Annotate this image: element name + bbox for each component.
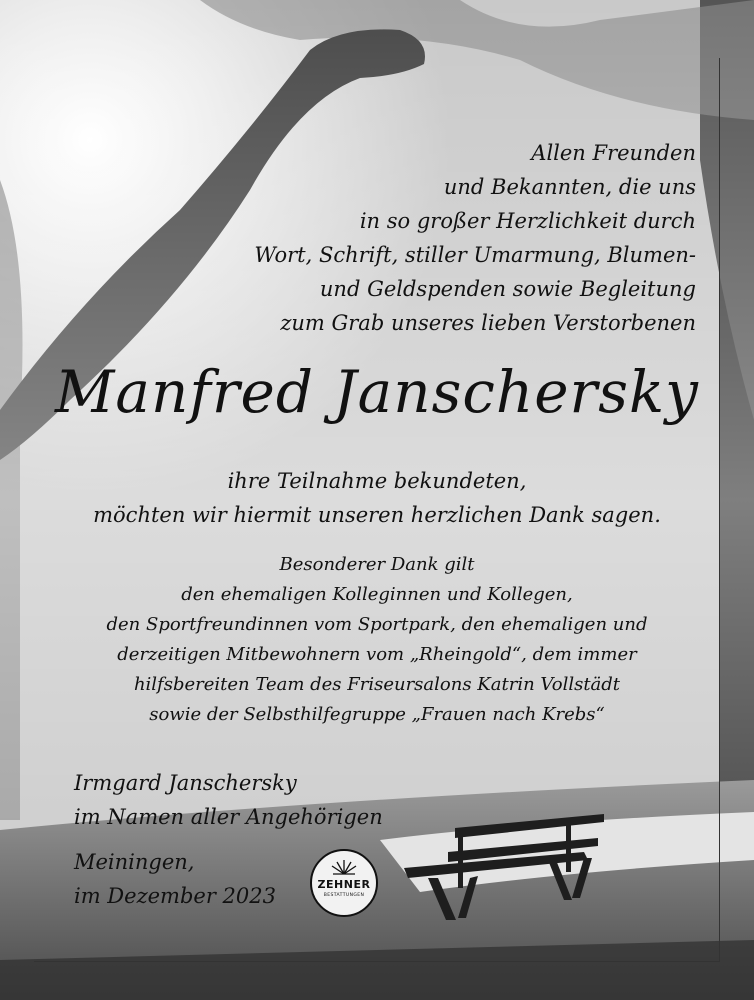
special-thanks-text — [0, 550, 754, 730]
special-thanks-line: sowie der Selbsthilfegruppe „Frauen nach Krebs“ — [149, 704, 605, 725]
special-thanks-line: hilfsbereiten Team des Friseursalons Katrin Vollstädt — [133, 674, 621, 695]
special-thanks-line: den Sportfreundinnen vom Sportpark, den ehemaligen und — [106, 614, 648, 635]
special-thanks-line: den ehemaligen Kolleginnen und Kollegen, — [181, 584, 573, 605]
thanks-line: und Geldspenden sowie Begleitung — [319, 277, 696, 301]
participation-line: möchten wir hiermit unseren herzlichen Dank sagen. — [93, 503, 661, 527]
thanks-line: und Bekannten, die uns — [443, 175, 696, 199]
logo-subtitle: BESTATTUNGEN — [323, 893, 365, 898]
deceased-name: Manfred Janschersky — [55, 358, 699, 426]
special-thanks-line: Besonderer Dank gilt — [279, 554, 475, 575]
logo-name: ZEHNER — [317, 878, 371, 891]
thanks-text — [136, 136, 696, 340]
thanks-line: in so großer Herzlichkeit durch — [359, 209, 696, 233]
special-thanks-line: derzeitigen Mitbewohnern vom „Rheingold“, dem immer — [117, 644, 637, 665]
date: im Dezember 2023 — [74, 884, 277, 908]
thanks-line: Wort, Schrift, stiller Umarmung, Blumen- — [254, 243, 696, 267]
signature-block — [74, 766, 383, 834]
participation-text — [0, 464, 754, 532]
participation-line: ihre Teilnahme bekundeten, — [227, 469, 527, 493]
place: Meiningen, — [74, 850, 195, 874]
place-date-block — [74, 845, 276, 913]
thanks-line: zum Grab unseres lieben Verstorbenen — [280, 311, 696, 335]
signature-relation: im Namen aller Angehörigen — [74, 805, 383, 829]
thanks-line: Allen Freunden — [531, 141, 696, 165]
signature-name: Irmgard Janschersky — [74, 771, 297, 795]
